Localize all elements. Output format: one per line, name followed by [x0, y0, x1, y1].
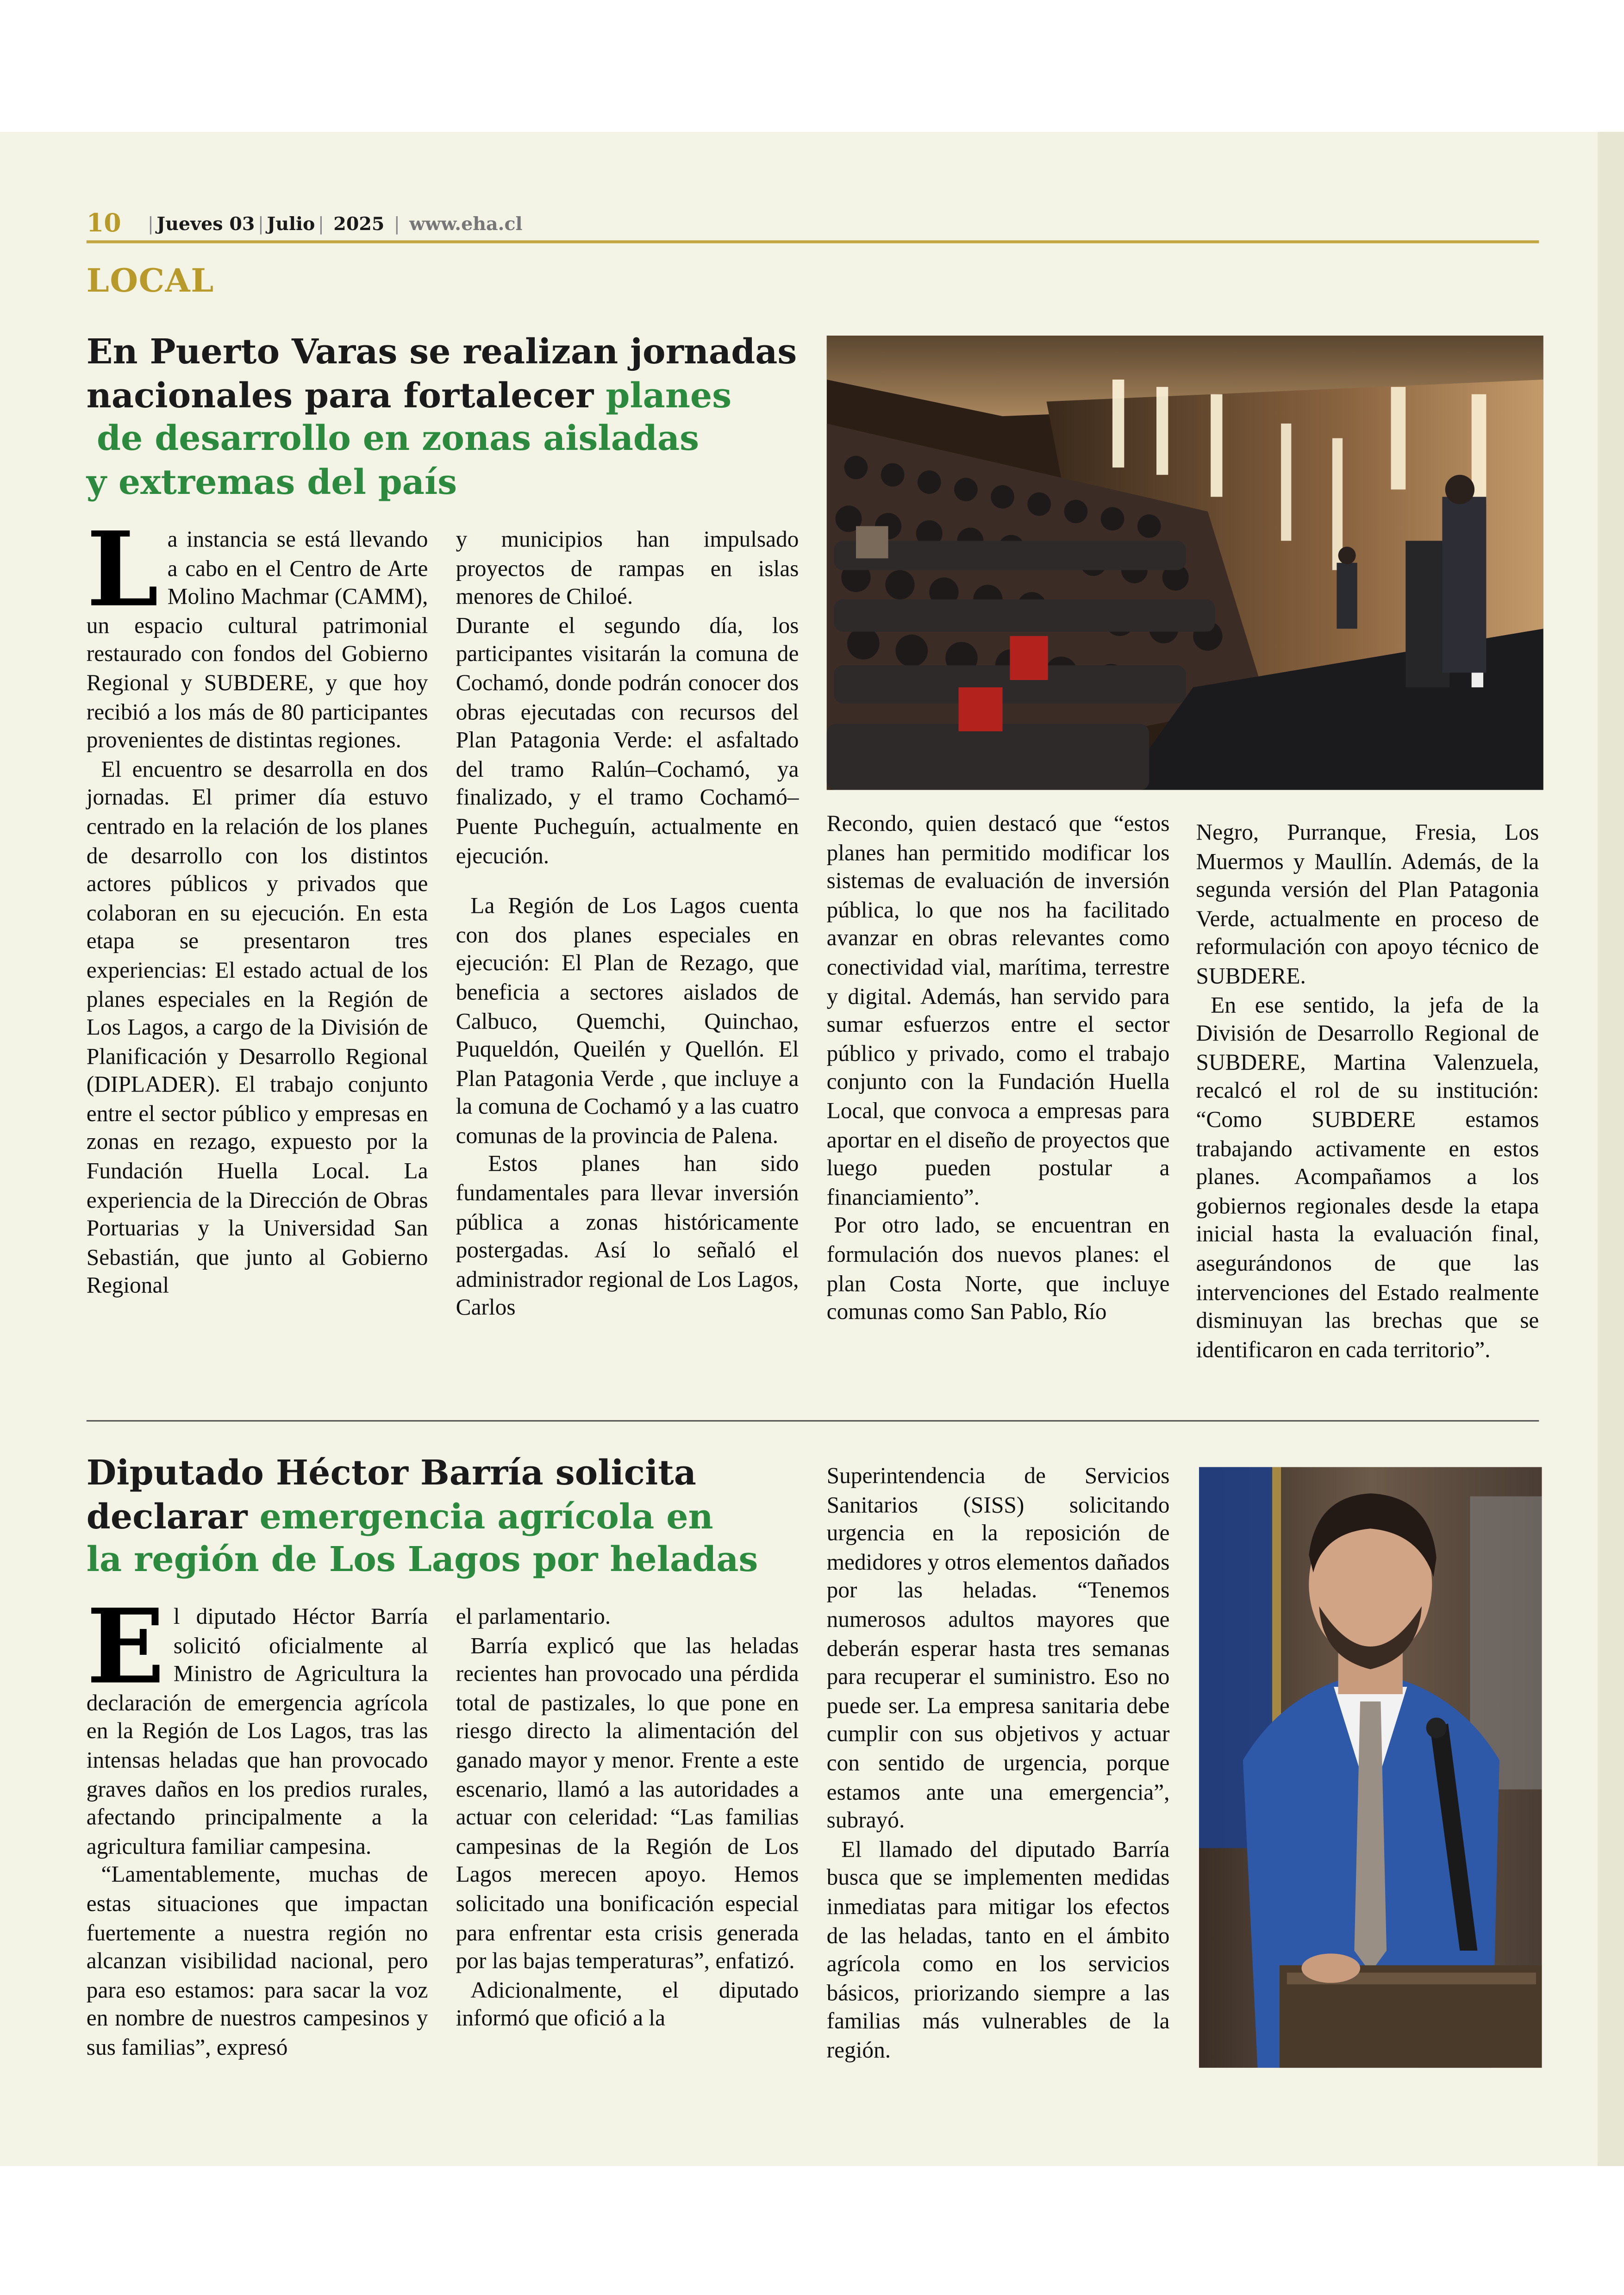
article1-col3-para-2: Por otro lado, se encuentran en formulación dos nuevos planes: el plan Costa Norte, que incluye comunas como San Pablo, Río — [826, 1214, 1170, 1325]
article2-col2-para-3: Adicionalmente, el diputado informó que ofició a la — [456, 1978, 799, 2032]
article-divider — [87, 1420, 1539, 1422]
article2-headline-text-2: declarar — [86, 1495, 248, 1537]
auditorium-photo-image — [827, 336, 1543, 790]
article1-col2-para-1: y municipios han impulsado proyectos de rampas en islas menores de Chiloé. — [456, 527, 799, 610]
article1-headline-highlight-2: de desarrollo en zonas aisladas — [96, 418, 700, 459]
header-day: Jueves 03 — [156, 212, 255, 235]
page-edge-strip — [1598, 132, 1624, 2166]
article1-column-4 — [1196, 819, 1539, 1365]
article1-photo — [827, 336, 1543, 790]
article2-col3-para-2: El llamado del diputado Barría busca que se implementen medidas inmediatas para mitigar los efectos de las heladas, tanto en el ámbito agrícola como en los servicios básicos, priorizando siempre a las familias más vulnerables de la región. — [826, 1837, 1170, 2064]
article1-col1-para-1: a instancia se está llevando a cabo en el Centro de Arte Molino Machmar (CAMM), un espacio cultural patrimonial restaurado con fondos del Gobierno Regional y SUBDERE, y que hoy recibió a los más de 80 participantes provenientes de distintas regiones. — [86, 527, 428, 754]
header-website: www.eha.cl — [409, 212, 523, 235]
deputy-portrait-image — [1199, 1467, 1542, 2068]
article1-headline-highlight-3: y extremas del país — [86, 461, 457, 502]
article1-headline-highlight-1: planes — [606, 374, 732, 416]
article2-headline — [87, 1453, 805, 1582]
header-month: Julio — [267, 212, 315, 235]
article2-column-3 — [827, 1463, 1170, 2066]
header-rule — [87, 240, 1539, 243]
article1-col1-para-2: El encuentro se desarrolla en dos jornadas. El primer día estuvo centrado en la relación de los planes de desarrollo con los distintos actores públicos y privados que colaboran en su ejecución. En esta etapa se presentaron tres experiencias: El estado actual de los planes especiales en la Región de Los Lagos, a cargo de la División de Planificación y Desarrollo Regional (DIPLADER). El trabajo conjunto entre el sector público y empresas en zonas en rezago, expuesto por la Fundación Huella Local. La experiencia de la Dirección de Obras Portuarias y la Universidad San Sebastián, que junto al Gobierno Regional — [86, 757, 428, 1299]
article1-col4-para-2: En ese sentido, la jefa de la División de Desarrollo Regional de SUBDERE, Martina Valenzuela, recalcó el rol de su institución: “Como SUBDERE estamos trabajando activamente en estos planes. Acompañamos a los gobiernos regionales desde la etapa inicial hasta la evaluación final, asegurándonos de que las intervenciones del Estado realmente disminuyan las brechas que se identificaron en cada territorio”. — [1196, 993, 1539, 1363]
article1-column-2 — [456, 526, 799, 1323]
article1-headline-text: En Puerto Varas se realizan jornadas nacionales para fortalecer — [86, 331, 797, 416]
article1-col2-para-2: Durante el segundo día, los participantes visitarán la comuna de Cochamó, donde podrán conocer dos obras ejecutadas con recursos del Plan Patagonia Verde: el asfaltado del tramo Ralún–Cochamó, ya finalizado, y el tramo Cochamó–Puente Pucheguín, actualmente en ejecución. — [456, 613, 799, 868]
article2-drop-cap: E — [86, 1585, 165, 1708]
page-number: 10 — [86, 209, 121, 239]
article2-headline-highlight-2: la región de Los Lagos por heladas — [86, 1539, 758, 1580]
article2-column-2 — [456, 1603, 799, 2034]
article2-headline-text-1: Diputado Héctor Barría solicita — [86, 1452, 696, 1494]
article1-headline — [87, 331, 805, 505]
article2-col1-para-2: “Lamentablemente, muchas de estas situaciones que impactan fuertemente a nuestra región no alcanzan visibilidad nacional, pero para eso estamos: para sacar la voz en nombre de nuestros campesinos y sus familias”, expresó — [86, 1863, 428, 2061]
article1-col2-para-4: Estos planes han sido fundamentales para llevar inversión pública a zonas históricamente postergadas. Así lo señaló el administrador regional de Los Lagos, Carlos — [456, 1153, 799, 1322]
article1-col2-para-3: La Región de Los Lagos cuenta con dos planes especiales en ejecución: El Plan de Rezago, que beneficia a sectores aislados de Calbuco, Quemchi, Quinchao, Puqueldón, Queilén y Quellón. El Plan Patagonia Verde , que incluye a la comuna de Cochamó y a las cuatro comunas de la provincia de Palena. — [456, 894, 799, 1149]
article2-photo — [1199, 1467, 1542, 2068]
page-header: 10 | Jueves 03 | Julio | 2025 | www.eha.cl — [86, 209, 523, 239]
article1-col4-para-1: Negro, Purranque, Fresia, Los Muermos y Maullín. Además, de la segunda versión del Plan Patagonia Verde, actualmente en proceso de reformulación con apoyo técnico de SUBDERE. — [1196, 820, 1539, 989]
article1-drop-cap: L — [86, 508, 159, 630]
article2-col1-para-1: l diputado Héctor Barría solicitó oficialmente al Ministro de Agricultura la declaración de emergencia agrícola en la Región de Los Lagos, tras las intensas heladas que han provocado graves daños en los predios rurales, afectando principalmente a la agricultura familiar campesina. — [86, 1604, 428, 1859]
section-title: LOCAL — [86, 262, 214, 301]
article2-col3-para-1: Superintendencia de Servicios Sanitarios (SISS) solicitando urgencia en la reposición de medidores y otros elementos dañados por las heladas. “Tenemos numerosos adultos mayores que deberán esperar hasta tres semanas para recuperar el suministro. Eso no puede ser. La empresa sanitaria debe cumplir con sus objetivos y actuar con sentido de urgencia, porque estamos ante una emergencia”, subrayó. — [826, 1464, 1170, 1834]
article1-col3-para-1: Recondo, quien destacó que “estos planes han permitido modificar los sistemas de evaluación de inversión pública, lo que nos ha facilitado avanzar en obras relevantes como conectividad vial, marítima, terrestre y digital. Además, han servido para sumar esfuerzos entre el sector público y privado, como el trabajo conjunto con la Fundación Huella Local, que convoca a empresas para aportar en el diseño de proyectos que luego pueden postular a financiamiento”. — [826, 811, 1170, 1210]
article2-column-1 — [86, 1585, 428, 2063]
header-year: 2025 — [333, 212, 385, 235]
article2-col2-para-2: Barría explicó que las heladas recientes han provocado una pérdida total de pastizales, lo que pone en riesgo directo la alimentación del ganado mayor y menor. Frente a este escenario, llamó a las autoridades a actuar con celeridad: “Las familias campesinas de la Región de Los Lagos merecen apoyo. Hemos solicitado una bonificación especial para enfrentar esta crisis generada por las bajas temperaturas”, enfatizó. — [456, 1633, 799, 1975]
article2-headline-highlight-1: emergencia agrícola en — [259, 1495, 713, 1537]
article1-column-3 — [827, 811, 1170, 1328]
article2-col2-para-1: el parlamentario. — [456, 1604, 611, 1630]
article1-column-1 — [86, 508, 428, 1302]
